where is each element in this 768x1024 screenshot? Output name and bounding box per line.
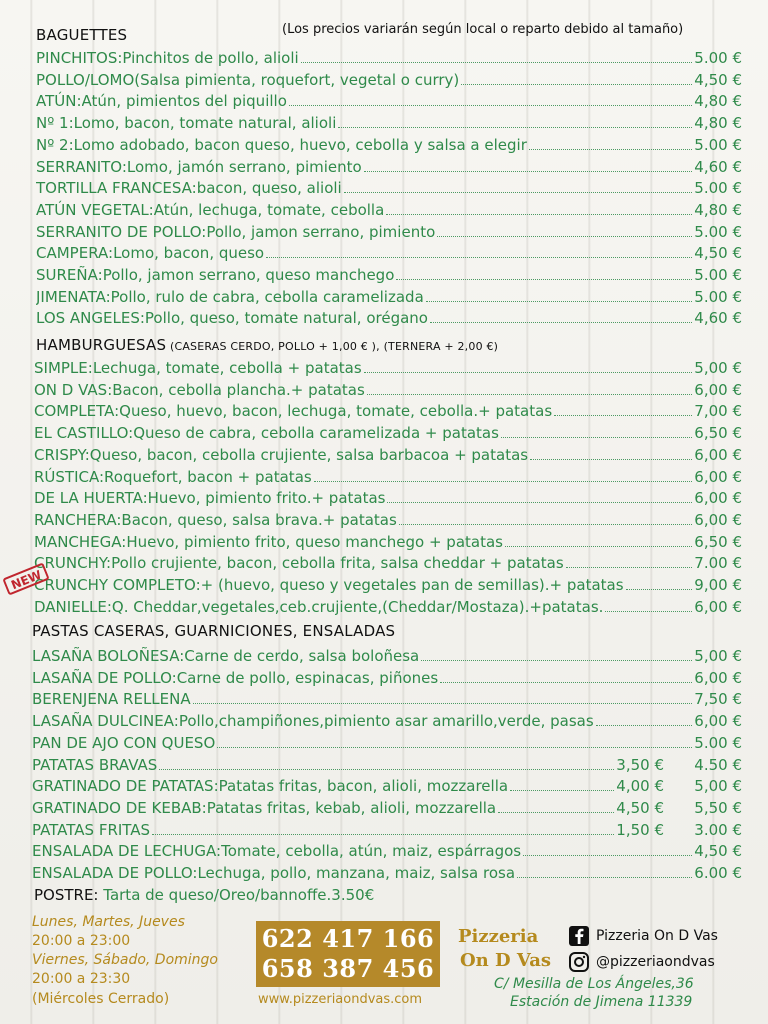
- instagram-link[interactable]: [568, 951, 715, 973]
- menu-item-description: Pollo, jamon serrano, queso manchego: [102, 266, 395, 284]
- menu-item-row: [32, 819, 742, 841]
- menu-item-price: 4,50 €: [694, 70, 742, 89]
- menu-item-price: 6,00 €: [694, 467, 742, 486]
- menu-item-description: Carne de pollo, espinacas, piñones: [176, 668, 439, 687]
- menu-item-description: Pollo, jamon serrano, pimiento: [206, 222, 436, 241]
- dot-leader: [193, 703, 693, 704]
- menu-item-description: bacon, queso, alioli: [196, 179, 342, 198]
- menu-item-description: Atún, lechuga, tomate, cebolla: [153, 200, 385, 219]
- menu-item-name: MANCHEGA:: [34, 532, 127, 551]
- dot-leader: [605, 611, 692, 612]
- menu-item-price: 5.00 €: [694, 222, 742, 241]
- website-link[interactable]: www.pizzeriaondvas.com: [258, 992, 423, 1007]
- menu-item-name: POLLO/LOMO: [36, 70, 135, 89]
- menu-item-row: [32, 797, 742, 819]
- menu-item-price: 5,00 €: [694, 777, 742, 796]
- menu-item-row: [32, 688, 742, 710]
- menu-item-description: Pollo crujiente, bacon, cebolla frita, salsa cheddar + patatas: [111, 554, 564, 573]
- menu-item-row: [34, 422, 742, 444]
- instagram-handle: @pizzeriaondvas: [596, 954, 715, 970]
- menu-item-name: PINCHITOS:: [36, 49, 123, 67]
- menu-item-price: 6,00 €: [694, 597, 742, 616]
- menu-item-price: 7,50 €: [694, 690, 742, 709]
- postre-text: Tarta de queso/Oreo/bannoffe.3.50€: [98, 886, 375, 904]
- menu-item-row: [36, 69, 742, 91]
- dot-leader: [289, 105, 692, 106]
- menu-item-row: [34, 357, 742, 379]
- menu-item-price: 9,00 €: [694, 576, 742, 594]
- menu-item-price: 6,50 €: [694, 532, 742, 551]
- menu-item-price: 4,80 €: [694, 92, 742, 111]
- menu-item-description: Pollo,champiñones,pimiento asar amarillo,verde, pasas: [178, 712, 594, 731]
- dot-leader: [159, 769, 614, 770]
- menu-item-name: PATATAS FRITAS: [32, 820, 151, 839]
- new-badge-text: NEW: [9, 567, 44, 593]
- menu-item-price: 5,50 €: [694, 798, 742, 817]
- pastas-title: PASTAS CASERAS, GUARNICIONES, ENSALADAS: [32, 622, 396, 640]
- menu-item-price: 5,00 €: [694, 647, 742, 665]
- facebook-icon: [568, 925, 590, 947]
- postre-line: [34, 886, 374, 904]
- dot-leader: [364, 372, 693, 373]
- price-note: (Los precios variarán según local o reparto debido al tamaño): [282, 22, 684, 37]
- menu-item-description: Lomo, bacon, tomate natural, alioli: [73, 114, 337, 133]
- menu-item-name: DE LA HUERTA:: [34, 489, 148, 508]
- dot-leader: [430, 322, 692, 323]
- brand-line-1: Pizzeria: [458, 926, 539, 947]
- menu-item-price: 6,00 €: [694, 489, 742, 508]
- menu-item-row: [34, 552, 742, 574]
- hours-line-3: Viernes, Sábado, Domingo: [32, 952, 218, 968]
- menu-item-name: SERRANITO DE POLLO:: [36, 222, 207, 241]
- menu-item-price: 5.00 €: [694, 287, 742, 306]
- dot-leader: [517, 877, 692, 878]
- dot-leader: [426, 301, 693, 302]
- menu-item-row: [36, 242, 742, 264]
- menu-item-name: LASAÑA DE POLLO:: [32, 668, 177, 687]
- menu-item-description: Huevo, pimiento frito, queso manchego + patatas: [126, 532, 503, 551]
- menu-item-price: 4,50 €: [694, 842, 742, 861]
- menu-item-name: TORTILLA FRANCESA:: [36, 179, 197, 198]
- menu-item-row: [36, 286, 742, 308]
- menu-item-description: + (huevo, queso y vegetales pan de semillas).+ patatas: [200, 576, 624, 594]
- hamburguesas-note: (CASERAS CERDO, POLLO + 1,00 € ), (TERNERA + 2,00 €): [166, 340, 499, 353]
- menu-item-row: [32, 732, 742, 754]
- menu-item-row: [34, 487, 742, 509]
- menu-item-row: [34, 531, 742, 553]
- menu-item-name: SERRANITO:: [36, 157, 127, 176]
- dot-leader: [498, 812, 614, 813]
- menu-item-price: 6,00 €: [694, 668, 742, 687]
- menu-item-price-small: 3,50 €: [616, 755, 664, 774]
- menu-item-row: [32, 754, 742, 776]
- menu-item-price: 6.00 €: [694, 864, 742, 882]
- menu-item-description: Bacon, queso, salsa brava.+ patatas: [121, 510, 397, 529]
- dot-leader: [364, 171, 693, 172]
- menu-item-row: [36, 156, 742, 178]
- menu-item-description: Atún, pimientos del piquillo: [81, 92, 287, 111]
- menu-item-description: Queso, huevo, bacon, lechuga, tomate, cebolla.+ patatas: [119, 402, 553, 421]
- menu-item-price: 7,00 €: [694, 402, 742, 421]
- dot-leader: [530, 459, 692, 460]
- menu-item-row: [32, 775, 742, 797]
- instagram-icon: [568, 951, 590, 973]
- dot-leader: [505, 546, 692, 547]
- menu-item-row: [32, 645, 742, 667]
- menu-item-description: Lomo, bacon, queso: [113, 244, 265, 263]
- dot-leader: [338, 127, 692, 128]
- menu-item-description: Queso, bacon, cebolla crujiente, salsa barbacoa + patatas: [89, 445, 529, 464]
- dot-leader: [367, 394, 692, 395]
- menu-item-price: 4,60 €: [694, 157, 742, 176]
- menu-item-description: Q. Cheddar,vegetales,ceb.crujiente,(Cheddar/Mostaza).+patatas.: [111, 597, 604, 616]
- menu-item-name: ENSALADA DE POLLO:: [32, 864, 198, 882]
- menu-item-name: GRATINADO DE PATATAS:: [32, 777, 219, 796]
- menu-item-price: 4,80 €: [694, 200, 742, 219]
- menu-item-description: Tomate, cebolla, atún, maiz, espárragos: [221, 842, 522, 861]
- menu-item-description: Lechuga, tomate, cebolla + patatas: [92, 359, 362, 377]
- menu-item-name: PAN DE AJO CON QUESO: [32, 733, 216, 752]
- hours-line-4: 20:00 a 23:30: [32, 971, 131, 987]
- menu-item-description: Carne de cerdo, salsa boloñesa: [184, 647, 420, 665]
- menu-item-price-small: 1,50 €: [616, 820, 664, 839]
- menu-item-name: RANCHERA:: [34, 510, 122, 529]
- menu-item-description: Lomo, jamón serrano, pimiento: [126, 157, 362, 176]
- menu-item-row: [32, 667, 742, 689]
- hamburguesas-title: HAMBURGUESAS: [36, 336, 167, 354]
- address-line-2: Estación de Jimena 11339: [510, 994, 693, 1010]
- menu-item-price: 6,00 €: [694, 380, 742, 399]
- hours-line-2: 20:00 a 23:00: [32, 933, 131, 949]
- menu-item-row: [36, 90, 742, 112]
- menu-item-name: CRUNCHY COMPLETO:: [34, 576, 201, 594]
- menu-item-price: 6,00 €: [694, 510, 742, 529]
- menu-item-name: COMPLETA:: [34, 402, 120, 421]
- menu-item-name: LASAÑA DULCINEA:: [32, 712, 179, 731]
- menu-item-price-small: 4,00 €: [616, 777, 664, 796]
- menu-item-name: Nº 1:: [36, 114, 74, 133]
- postre-label: POSTRE:: [34, 886, 99, 904]
- menu-item-description: Pollo, rulo de cabra, cebolla caramelizada: [110, 287, 424, 306]
- menu-item-name: ENSALADA DE LECHUGA:: [32, 842, 222, 861]
- phone-2[interactable]: 658 387 456: [261, 954, 435, 983]
- menu-item-row: [36, 177, 742, 199]
- address-line-1: C/ Mesilla de Los Ángeles,36: [494, 976, 694, 992]
- menu-item-price: 6,00 €: [694, 445, 742, 464]
- hamburguesas-heading: [36, 336, 498, 354]
- menu-item-price: 5.00 €: [694, 49, 742, 67]
- menu-item-name: ATÚN VEGETAL:: [36, 200, 154, 219]
- menu-item-name: EL CASTILLO:: [34, 424, 134, 443]
- facebook-handle: Pizzeria On D Vas: [596, 928, 718, 944]
- facebook-link[interactable]: [568, 925, 718, 947]
- menu-item-description: Queso de cabra, cebolla caramelizada + patatas: [133, 424, 499, 443]
- menu-item-row: [34, 379, 742, 401]
- menu-item-row: [36, 112, 742, 134]
- dot-leader: [440, 682, 692, 683]
- dot-leader: [387, 502, 692, 503]
- dot-leader: [399, 524, 692, 525]
- dot-leader: [266, 257, 692, 258]
- dot-leader: [301, 62, 693, 63]
- dot-leader: [626, 589, 693, 590]
- dot-leader: [523, 855, 692, 856]
- phone-1[interactable]: 622 417 166: [261, 924, 435, 953]
- menu-item-description: Patatas fritas, kebab, alioli, mozzarella: [206, 798, 497, 817]
- menu-item-description: Lechuga, pollo, manzana, maiz, salsa rosa: [197, 864, 516, 882]
- menu-item-name: RÚSTICA:: [34, 467, 105, 486]
- menu-item-name: CRUNCHY:: [34, 554, 112, 573]
- menu-item-name: SUREÑA:: [36, 266, 103, 284]
- dot-leader: [461, 84, 692, 85]
- menu-item-description: Roquefort, bacon + patatas: [104, 467, 312, 486]
- menu-item-description: Huevo, pimiento frito.+ patatas: [147, 489, 386, 508]
- menu-item-price: 6,00 €: [694, 712, 742, 731]
- dot-leader: [386, 214, 692, 215]
- menu-item-description: Bacon, cebolla plancha.+ patatas: [112, 380, 365, 399]
- menu-item-row: [34, 574, 742, 596]
- menu-item-name: GRATINADO DE KEBAB:: [32, 798, 207, 817]
- menu-item-name: CAMPERA:: [36, 244, 114, 263]
- dot-leader: [437, 236, 692, 237]
- menu-item-price: 5.00 €: [694, 135, 742, 154]
- dot-leader: [529, 149, 692, 150]
- menu-item-name: BERENJENA RELLENA: [32, 690, 191, 709]
- menu-item-name: JIMENATA:: [36, 287, 111, 306]
- menu-item-description: (Salsa pimienta, roquefort, vegetal o curry): [134, 70, 460, 89]
- dot-leader: [566, 567, 693, 568]
- menu-item-name: SIMPLE:: [34, 359, 93, 377]
- menu-item-description: Pinchitos de pollo, alioli: [122, 49, 299, 67]
- menu-item-row: [32, 862, 742, 884]
- dot-leader: [421, 660, 692, 661]
- menu-item-description: Patatas fritas, bacon, alioli, mozzarella: [218, 777, 509, 796]
- menu-item-price: 6,50 €: [694, 424, 742, 443]
- menu-item-price: 4,50 €: [694, 244, 742, 263]
- menu-item-price: 4,80 €: [694, 114, 742, 133]
- menu-item-price: 5,00 €: [694, 359, 742, 377]
- dot-leader: [344, 192, 693, 193]
- menu-item-price: 3.00 €: [694, 820, 742, 839]
- phones-box: [256, 921, 440, 987]
- menu-item-price: 7.00 €: [694, 554, 742, 573]
- menu-item-row: [36, 221, 742, 243]
- menu-item-price: 5.00 €: [694, 266, 742, 284]
- dot-leader: [596, 725, 693, 726]
- dot-leader: [554, 415, 692, 416]
- hours-line-5: (Miércoles Cerrado): [32, 991, 170, 1007]
- menu-item-row: [34, 596, 742, 618]
- dot-leader: [217, 747, 692, 748]
- menu-item-name: ON D VAS:: [34, 380, 113, 399]
- menu-item-price: 5.00 €: [694, 179, 742, 198]
- dot-leader: [152, 834, 614, 835]
- menu-item-row: [36, 199, 742, 221]
- menu-item-name: PATATAS BRAVAS: [32, 755, 158, 774]
- brand-line-2: On D Vas: [460, 950, 552, 971]
- hours-line-1: Lunes, Martes, Jueves: [32, 914, 185, 930]
- menu-item-row: [34, 444, 742, 466]
- dot-leader: [314, 481, 693, 482]
- menu-item-price: 4.50 €: [694, 755, 742, 774]
- menu-item-name: ATÚN:: [36, 92, 82, 111]
- menu-item-name: DANIELLE:: [34, 597, 112, 616]
- menu-item-row: [34, 509, 742, 531]
- menu-item-row: [36, 264, 742, 286]
- menu-item-price-small: 4,50 €: [616, 798, 664, 817]
- menu-item-name: LOS ANGELES:: [36, 309, 145, 328]
- menu-item-row: [32, 710, 742, 732]
- dot-leader: [510, 790, 614, 791]
- dot-leader: [501, 437, 692, 438]
- menu-item-row: [34, 400, 742, 422]
- menu-item-name: LASAÑA BOLOÑESA:: [32, 647, 185, 665]
- dot-leader: [396, 279, 692, 280]
- baguettes-title: BAGUETTES: [36, 26, 128, 44]
- menu-item-row: [36, 307, 742, 329]
- menu-item-row: [36, 47, 742, 69]
- menu-item-description: Lomo adobado, bacon queso, huevo, cebolla y salsa a elegir: [73, 135, 527, 154]
- menu-item-description: Pollo, queso, tomate natural, orégano: [144, 309, 428, 328]
- menu-item-row: [34, 466, 742, 488]
- menu-item-price: 5.00 €: [694, 733, 742, 752]
- menu-item-price: 4,60 €: [694, 309, 742, 328]
- menu-item-row: [32, 840, 742, 862]
- menu-item-row: [36, 134, 742, 156]
- menu-item-name: Nº 2:: [36, 135, 74, 154]
- menu-item-name: CRISPY:: [34, 445, 90, 464]
